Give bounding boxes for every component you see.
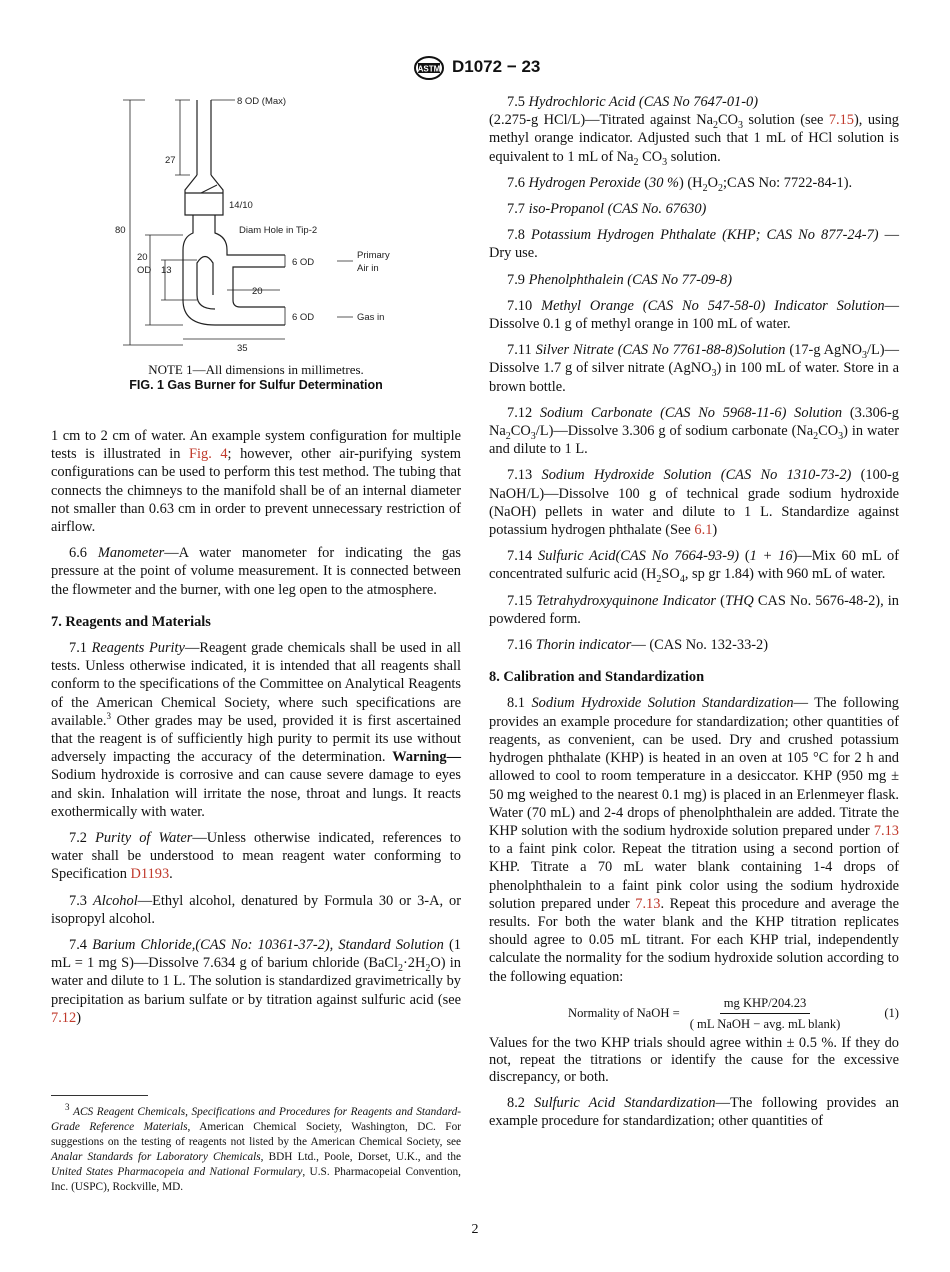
- equation-1: [489, 994, 899, 1033]
- page-number: 2: [471, 1222, 479, 1237]
- fig-label-air-in: Air in: [357, 263, 379, 274]
- paragraph-7-3: 7.3 Alcohol—Ethyl alcohol, denatured by Formula 30 or 3-A, or isopropyl alcohol.: [51, 892, 461, 927]
- fig-label-diam-hole: Diam Hole in Tip-2: [239, 225, 318, 236]
- equation-fraction: [686, 994, 845, 1033]
- paragraph-7-5: 7.5 Hydrochloric Acid (CAS No 7647-01-0) (2.275-g HCl/L)—Titrated against $Na_2CO_3$ solution (see 7.15), using methyl orange indicator. Adjusted such that 1 mL of HCl solution is equivalent to 1 mL of $Na_2$ $CO_3$ solution.: [489, 94, 899, 168]
- equation-numerator: mg KHP/204.23: [720, 994, 811, 1014]
- paragraph-7-9: 7.9 Phenolphthalein (CAS No 77-09-8): [507, 271, 733, 288]
- paragraph-7-12: 7.12 Sodium Carbonate (CAS No 5968-11-6) Solution (3.306-g $Na_2CO_3/L)—Dissolve$ 3.306 g of sodium carbonate $(Na_2CO_3)$ in water and dilute to 1 L.: [489, 404, 899, 458]
- ref-7-15[interactable]: 7.15: [828, 112, 854, 129]
- paragraph-7-11: 7.11 Silver Nitrate (CAS No 7761-88-8)Solution (17-g AgNO$_3$/L)—Dissolve 1.7 g of silver nitrate (AgNO$_3$) in 100 mL of water. Store in a brown bottle.: [489, 342, 899, 395]
- paragraph-7-15: 7.15 Tetrahydroxyquinone Indicator (THQ CAS No. 5676-48-2), in powdered form.: [489, 592, 899, 627]
- fig-label-6od-gas: 6 OD: [292, 312, 315, 323]
- paragraph-7-14: 7.14 Sulfuric Acid(CAS No 7664-93-9) (1 + 16)—Mix 60 mL of concentrated sulfuric acid ($H_2SO_4$, sp gr 1.84) with 960 mL of water.: [489, 548, 899, 586]
- fig-label-13: 13: [161, 265, 172, 276]
- paragraph-6-6: 6.6 Manometer—A water manometer for indicating the gas pressure at the point of volume measurement. It is connected between the flowmeter and the burner, with one leg open to the atmosphere.: [51, 545, 462, 598]
- gas-burner-figure: [105, 95, 395, 357]
- paragraph-7-2: 7.2 Purity of Water—Unless otherwise indicated, references to water shall be understood to mean reagent water conforming to Specification D1193.: [51, 830, 461, 883]
- equation-denominator: ( mL NaOH − avg. mL blank): [689, 1016, 841, 1031]
- fig-label-gas-in: Gas in: [357, 312, 385, 323]
- paragraph-7-10: 7.10 Methyl Orange (CAS No 547-58-0) Indicator Solution—Dissolve 0.1 g of methyl orange in 100 mL of water.: [489, 297, 899, 333]
- section-7-heading: 7. Reagents and Materials: [51, 613, 211, 630]
- page-header: [0, 55, 950, 81]
- equation-lhs: Normality of NaOH =: [568, 1006, 680, 1021]
- ref-7-13-b[interactable]: 7.13: [635, 895, 661, 912]
- fig-label-6od-primary: 6 OD: [292, 257, 315, 268]
- paragraph-7-8: 7.8 Potassium Hydrogen Phthalate (KHP; CAS No 877-24-7) —Dry use.: [489, 227, 899, 262]
- document-code: D1072 − 23: [452, 57, 541, 76]
- fig-label-20-od: 20: [137, 252, 148, 263]
- paragraph-7-1: 7.1 Reagents Purity—Reagent grade chemicals shall be used in all tests. Unless otherwise indicated, it is intended that all reagents shall conform to the specifications of the Committee on Analytical Reagents of the American Chemical Society, where such specifications are available.$^3$ Other grades may be used, provided it is first ascertained that the reagent is of sufficiently high purity to permit its use without adversely impacting the accuracy of the determination. Warning—Sodium hydroxide is corrosive and can cause severe damage to eyes and skin. Inhalation will irritate the nose, throat and lungs. It reacts exothermically with water.: [51, 640, 461, 820]
- paragraph-7-13: 7.13 Sodium Hydroxide Solution (CAS No 1310-73-2) (100-g NaOH/L)—Dissolve 100 g of technical grade sodium hydroxide (NaOH) pellets in water and dilute to 1 L. Standardize against potassium hydrogen phthalate (See 6.1): [489, 467, 900, 539]
- ref-7-13-a[interactable]: 7.13: [873, 822, 899, 839]
- footnote-3: $^3$ ACS Reagent Chemicals, Specifications and Procedures for Reagents and Standard-Grade Reference Materials, American Chemical Society, Washington, DC. For suggestions on the testing of reagents not listed by the American Chemical Society, see Analar Standards for Laboratory Chemicals, BDH Ltd., Poole, Dorset, U.K., and the United States Pharmacopeia and National Formulary, U.S. Pharmacopeial Convention, Inc. (USPC), Rockville, MD.: [51, 1102, 461, 1193]
- paragraph-7-16: 7.16 Thorin indicator— (CAS No. 132-33-2): [507, 637, 769, 654]
- fig-label-joint: 14/10: [229, 200, 253, 211]
- astm-logo-icon: [410, 55, 448, 81]
- paragraph-8-2: 8.2 Sulfuric Acid Standardization—The following provides an example procedure for standardization; other quantities of: [489, 1095, 899, 1130]
- fig-label-od: OD: [137, 265, 152, 276]
- equation-number: (1): [884, 1006, 899, 1021]
- figure-note: NOTE 1—All dimensions in millimetres.: [148, 362, 364, 377]
- paragraph-7-4: 7.4 Barium Chloride,(CAS No: 10361-37-2), Standard Solution (1 mL = 1 mg S)—Dissolve 7.634 g of barium chloride $(BaCl_2\cdot 2H_2O)$ in water and dilute to 1 L. The solution is standardized gravimetrically by precipitation as barium sulfate or by titration against sulfuric acid (see 7.12): [51, 937, 461, 1026]
- paragraph-7-7: 7.7 iso-Propanol (CAS No. 67630): [507, 201, 707, 218]
- fig-label-20: 20: [252, 286, 263, 297]
- fig-label-80: 80: [115, 225, 126, 236]
- paragraph-after-equation: Values for the two KHP trials should agree within ± 0.5 %. If they do not, repeat the titrations or identify the cause for the excessive discrepancy, or both.: [489, 1035, 899, 1086]
- left-column: [51, 427, 461, 1035]
- footnote-rule: [51, 1095, 148, 1096]
- fig-label-od-max: 8 OD (Max): [237, 96, 287, 107]
- ref-7-12[interactable]: 7.12: [51, 1009, 77, 1026]
- ref-d1193[interactable]: D1193: [130, 866, 170, 883]
- ref-6-1[interactable]: 6.1: [694, 522, 713, 539]
- right-column: [489, 93, 899, 1139]
- svg-text:ASTM: ASTM: [417, 64, 441, 74]
- fig-label-35: 35: [237, 343, 248, 354]
- section-8-heading: 8. Calibration and Standardization: [489, 669, 705, 686]
- figure-caption: FIG. 1 Gas Burner for Sulfur Determination: [129, 378, 383, 392]
- fig-label-primary: Primary: [357, 250, 390, 261]
- fig-label-27: 27: [165, 155, 176, 166]
- ref-fig-4[interactable]: Fig. 4: [189, 446, 228, 463]
- paragraph-8-1: 8.1 Sodium Hydroxide Solution Standardization— The following provides an example procedure for standardization; other quantities of reagents, as convenient, can be used. Dry and crushed potassium hydrogen phthalate (KHP) is heated in an oven at 105 °C for 2 h and allowed to cool to room temperature in a desiccator. KHP (950 mg ± 50 mg weighed to the nearest 0.1 mg) is placed in an Erlenmeyer flask. Water (70 mL) and 2-4 drops of phenolphthalein are added. Titrate the KHP solution with the sodium hydroxide solution prepared under 7.13 to a faint pink color. Repeat the titration using a second portion of KHP. Titrate a 70 mL water blank containing 1-4 drops of phenolphthalein to a faint pink color using the sodium hydroxide solution prepared under 7.13. Repeat this procedure and average the results. For both the water blank and the KHP titration replicates should agree to 0.05 mL titrant. For each KHP trial, independently calculate the normality for the sodium hydroxide solution according to the following equation:: [489, 695, 899, 985]
- paragraph-6-5-cont: 1 cm to 2 cm of water. An example system configuration for multiple tests is illustrated in Fig. 4; however, other air-purifying system configurations can be used to perform this test method. The tubing that connects the chimneys to the manifold shall be of an internal diameter not smaller than 0.63 cm in order to prevent unnecessary restriction of airflow.: [51, 428, 461, 536]
- paragraph-7-6: 7.6 Hydrogen Peroxide (30 %) ($H_2O_2;CAS$ No: 7722-84-1).: [507, 174, 853, 194]
